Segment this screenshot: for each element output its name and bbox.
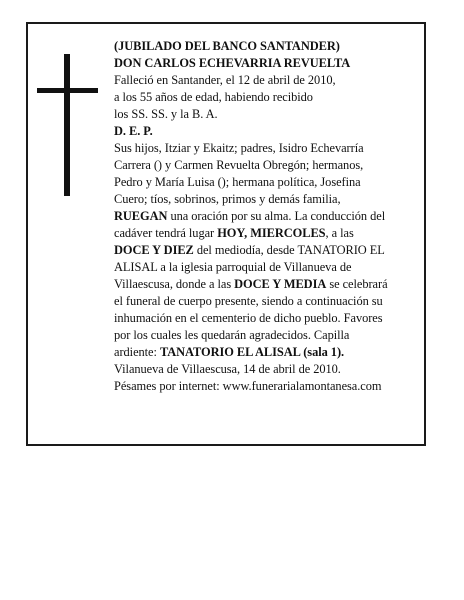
obituary-line: [114, 89, 420, 106]
obituary-line: [114, 123, 420, 140]
obituary-bold-text: HOY, MIERCOLES: [217, 226, 326, 240]
obituary-text-segment: el funeral de cuerpo presente, siendo a continuación su: [114, 294, 383, 308]
obituary-text-segment: Falleció en Santander, el 12 de abril de 2010,: [114, 73, 336, 87]
obituary-line: [114, 55, 420, 72]
obituary-bold-text: (JUBILADO DEL BANCO SANTANDER): [114, 39, 340, 53]
obituary-text-segment: ALISAL a la iglesia parroquial de Villanueva de: [114, 260, 352, 274]
obituary-line: [114, 191, 420, 208]
obituary-line: [114, 310, 420, 327]
obituary-bold-text: D. E. P.: [114, 124, 153, 138]
obituary-bold-text: DON CARLOS ECHEVARRIA REVUELTA: [114, 56, 351, 70]
obituary-line: [114, 276, 420, 293]
obituary-line: [114, 72, 420, 89]
obituary-line: [114, 208, 420, 225]
obituary-text-segment: , a las: [325, 226, 354, 240]
obituary-text-segment: los SS. SS. y la B. A.: [114, 107, 218, 121]
obituary-bold-text: TANATORIO EL ALISAL (sala 1).: [159, 345, 345, 359]
obituary-text-segment: se celebrará: [326, 277, 388, 291]
obituary-text-segment: por los cuales les quedarán agradecidos. Capilla: [114, 328, 350, 342]
obituary-line: [114, 327, 420, 344]
obituary-line: [114, 225, 420, 242]
obituary-text-segment: Pésames por internet: www.funerarialamontanesa.com: [114, 379, 382, 393]
obituary-line: [114, 38, 420, 55]
cross-icon-horizontal-bar: [37, 88, 98, 93]
obituary-text: [114, 38, 420, 395]
obituary-text-segment: del mediodía, desde TANATORIO EL: [193, 243, 385, 257]
obituary-line: [114, 242, 420, 259]
obituary-text-segment: Villaescusa, donde a las: [114, 277, 235, 291]
obituary-line: [114, 344, 420, 361]
obituary-line: [114, 378, 420, 395]
obituary-line: [114, 361, 420, 378]
obituary-bold-text: DOCE Y DIEZ: [114, 243, 194, 257]
obituary-bold-text: RUEGAN: [114, 209, 168, 223]
obituary-text-segment: Sus hijos, Itziar y Ekaitz; padres, Isidro Echevarría: [114, 141, 364, 155]
obituary-line: [114, 259, 420, 276]
obituary-line: [114, 174, 420, 191]
obituary-line: [114, 140, 420, 157]
obituary-text-segment: ardiente:: [114, 345, 160, 359]
obituary-text-segment: Vilanueva de Villaescusa, 14 de abril de 2010.: [114, 362, 341, 376]
obituary-text-segment: Cuero; tíos, sobrinos, primos y demás familia,: [114, 192, 341, 206]
obituary-line: [114, 293, 420, 310]
obituary-text-segment: Pedro y María Luisa (); hermana política, Josefina: [114, 175, 361, 189]
obituary-line: [114, 106, 420, 123]
obituary-line: [114, 157, 420, 174]
obituary-text-segment: Carrera () y Carmen Revuelta Obregón; hermanos,: [114, 158, 364, 172]
obituary-bold-text: DOCE Y MEDIA: [234, 277, 327, 291]
obituary-text-segment: una oración por su alma. La conducción del: [167, 209, 386, 223]
obituary-text-segment: a los 55 años de edad, habiendo recibido: [114, 90, 313, 104]
cross-icon-vertical-bar: [64, 54, 70, 196]
obituary-text-segment: inhumación en el cementerio de dicho pueblo. Favores: [114, 311, 383, 325]
obituary-text-segment: cadáver tendrá lugar: [114, 226, 218, 240]
